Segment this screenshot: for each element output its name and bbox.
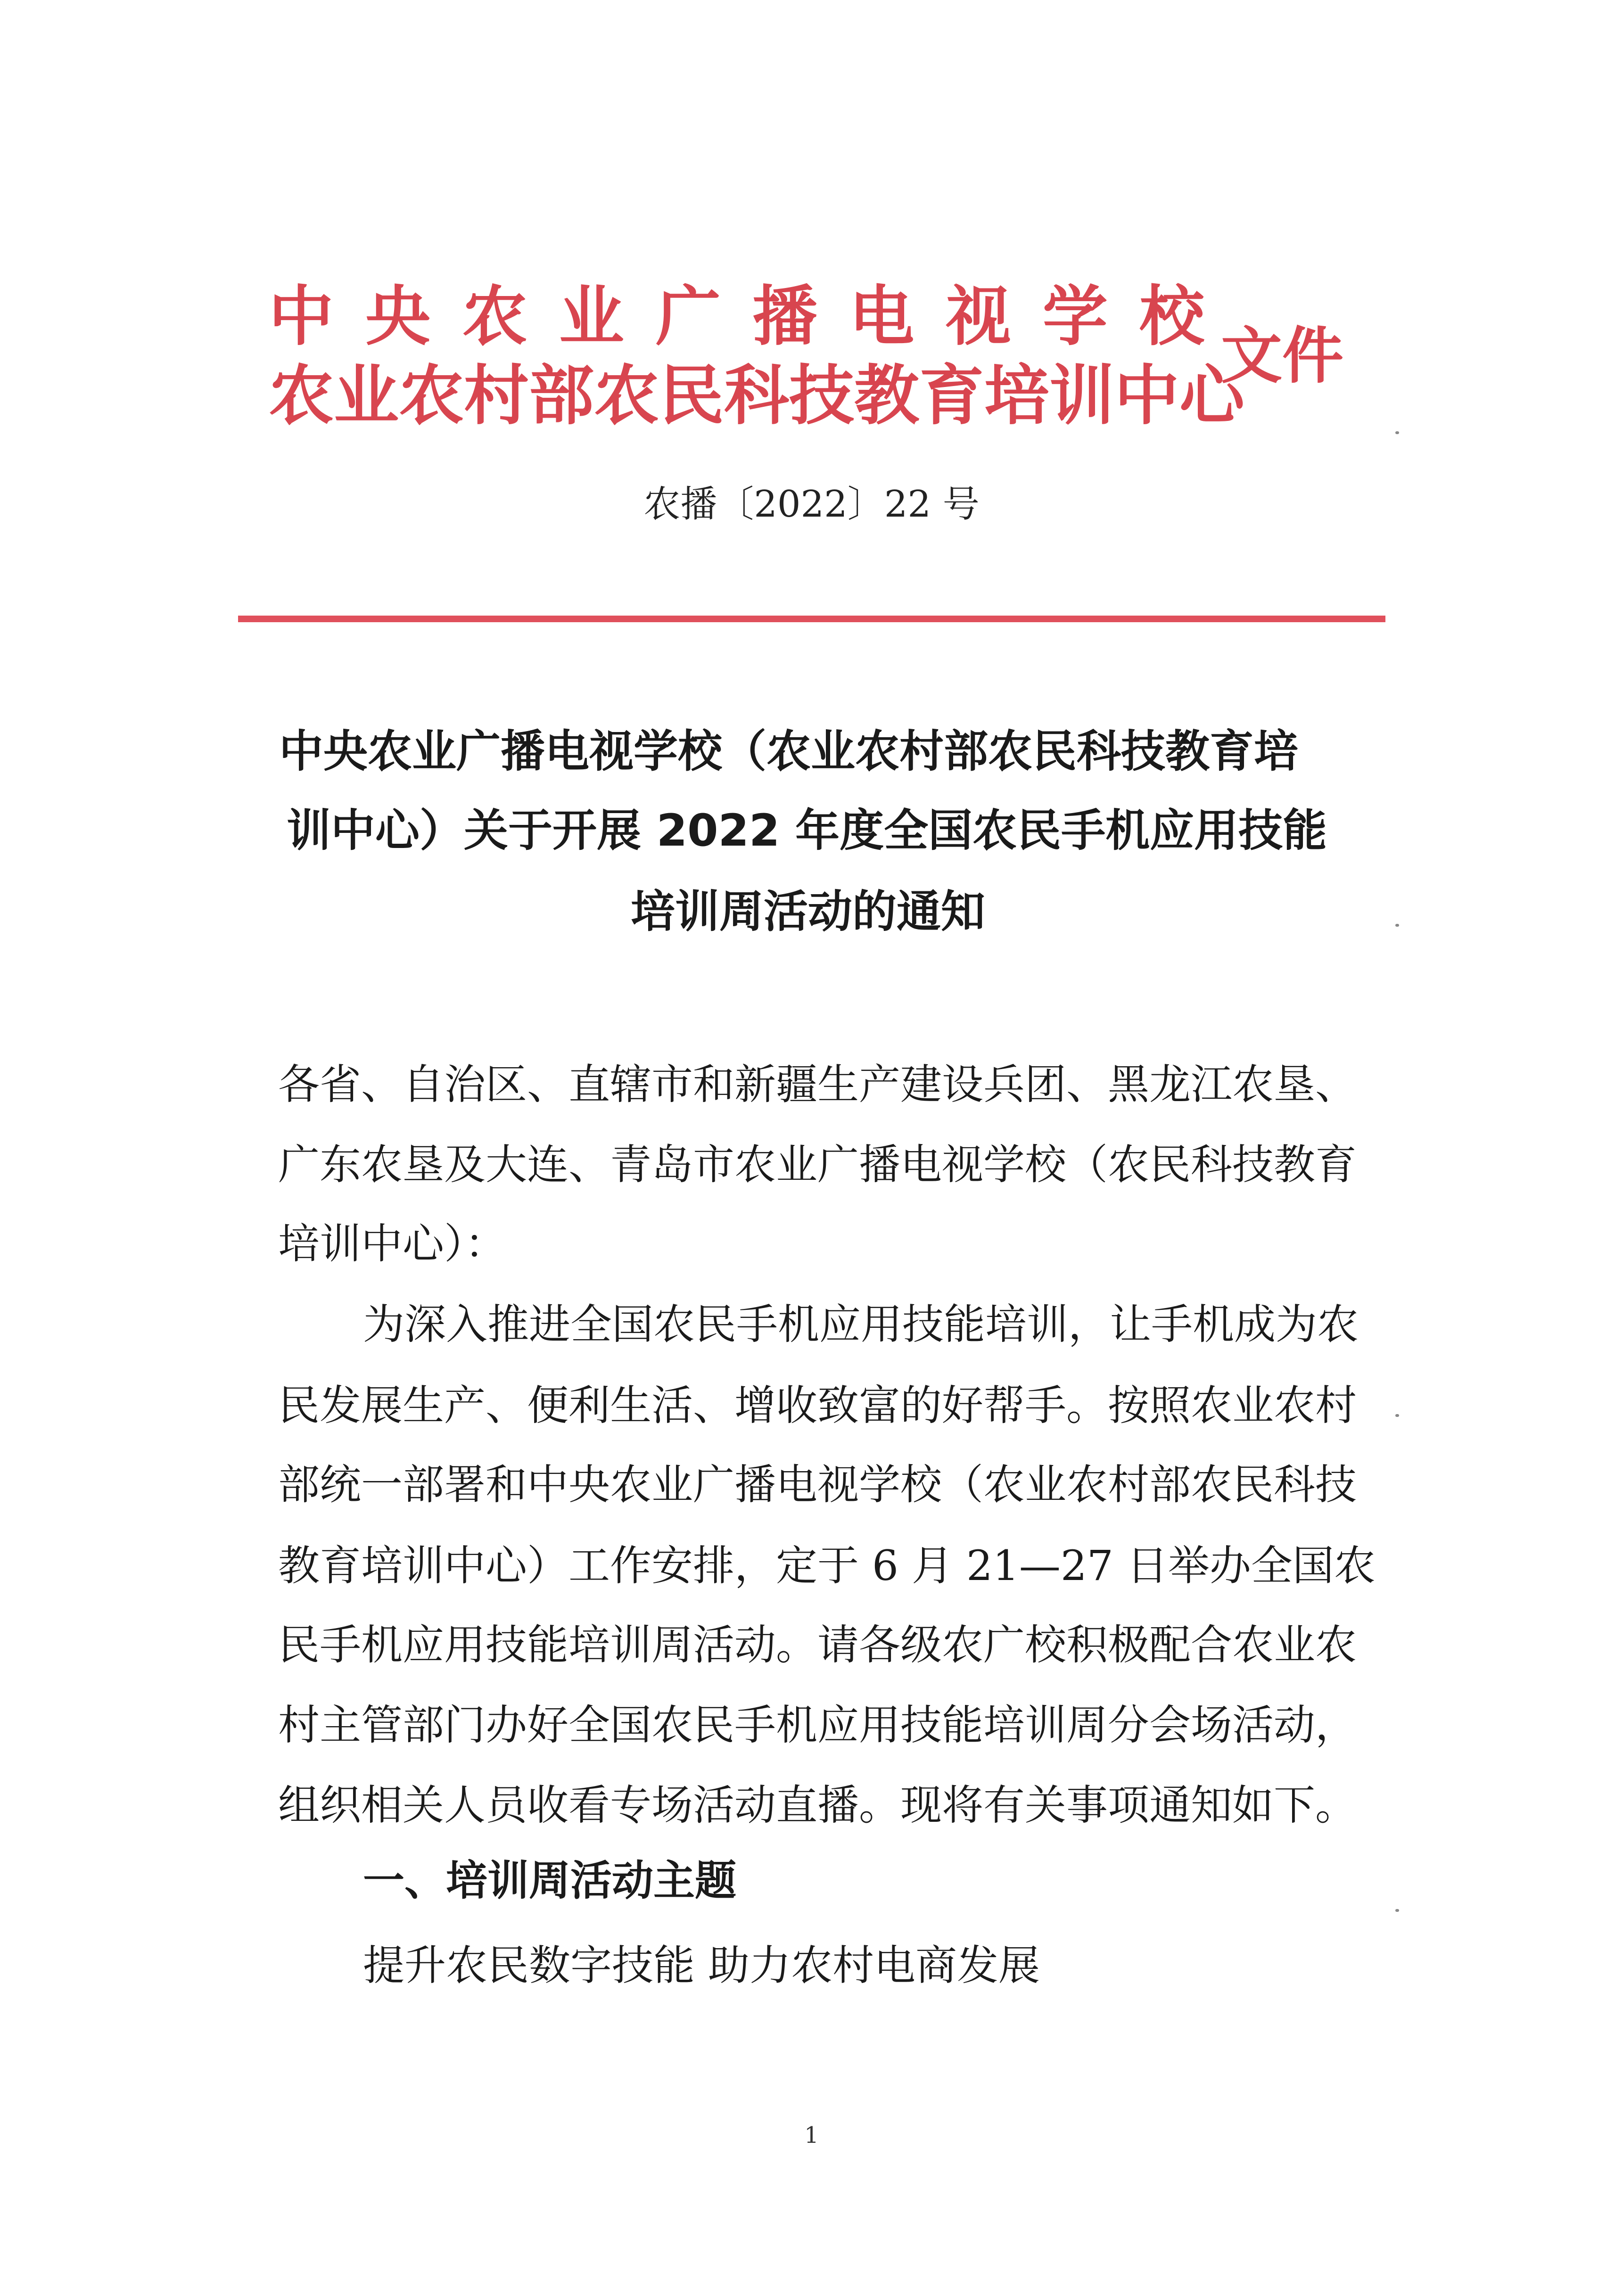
title-line-3: 培训周活动的通知 (631, 886, 986, 938)
scan-speck (1395, 924, 1399, 927)
document-type-label: 文件 (1221, 320, 1344, 392)
title-line-1: 中央农业广播电视学校（农业农村部农民科技教育培 (279, 726, 1299, 777)
scan-speck (1395, 1909, 1399, 1912)
paragraph-line-1: 为深入推进全国农民手机应用技能培训，让手机成为农 (363, 1300, 1359, 1349)
paragraph-line-7: 组织相关人员收看专场活动直播。现将有关事项通知如下。 (278, 1781, 1357, 1829)
title-line-2: 训中心）关于开展 2022 年度全国农民手机应用技能 (287, 805, 1327, 856)
scan-speck (1395, 431, 1399, 434)
paragraph-line-2: 民发展生产、便利生活、增收致富的好帮手。按照农业农村 (278, 1381, 1357, 1430)
page-number: 1 (804, 2122, 819, 2148)
addressee-line-3: 培训中心）： (278, 1219, 507, 1268)
section-heading-1: 一、培训周活动主题 (363, 1856, 737, 1905)
paragraph-line-5: 民手机应用技能培训周活动。请各级农广校积极配合农业农 (278, 1621, 1357, 1669)
scan-speck (1395, 1414, 1399, 1417)
paragraph-line-6: 村主管部门办好全国农民手机应用技能培训周分会场活动， (278, 1701, 1357, 1749)
paragraph-line-4: 教育培训中心）工作安排，定于 6 月 21—27 日举办全国农 (278, 1541, 1376, 1590)
issuer-name-line-2: 农业农村部农民科技教育培训中心 (269, 358, 1245, 434)
addressee-line-1: 各省、自治区、直辖市和新疆生产建设兵团、黑龙江农垦、 (278, 1060, 1357, 1109)
document-number: 农播〔2022〕22 号 (643, 483, 980, 526)
paragraph-line-3: 部统一部署和中央农业广播电视学校（农业农村部农民科技 (278, 1460, 1357, 1509)
addressee-line-2: 广东农垦及大连、青岛市农业广播电视学校（农民科技教育 (278, 1140, 1357, 1189)
red-divider-rule (238, 616, 1385, 622)
section-1-text: 提升农民数字技能 助力农村电商发展 (363, 1941, 1040, 1990)
issuer-name-line-1: 中央农业广播电视学校 (269, 279, 1204, 354)
